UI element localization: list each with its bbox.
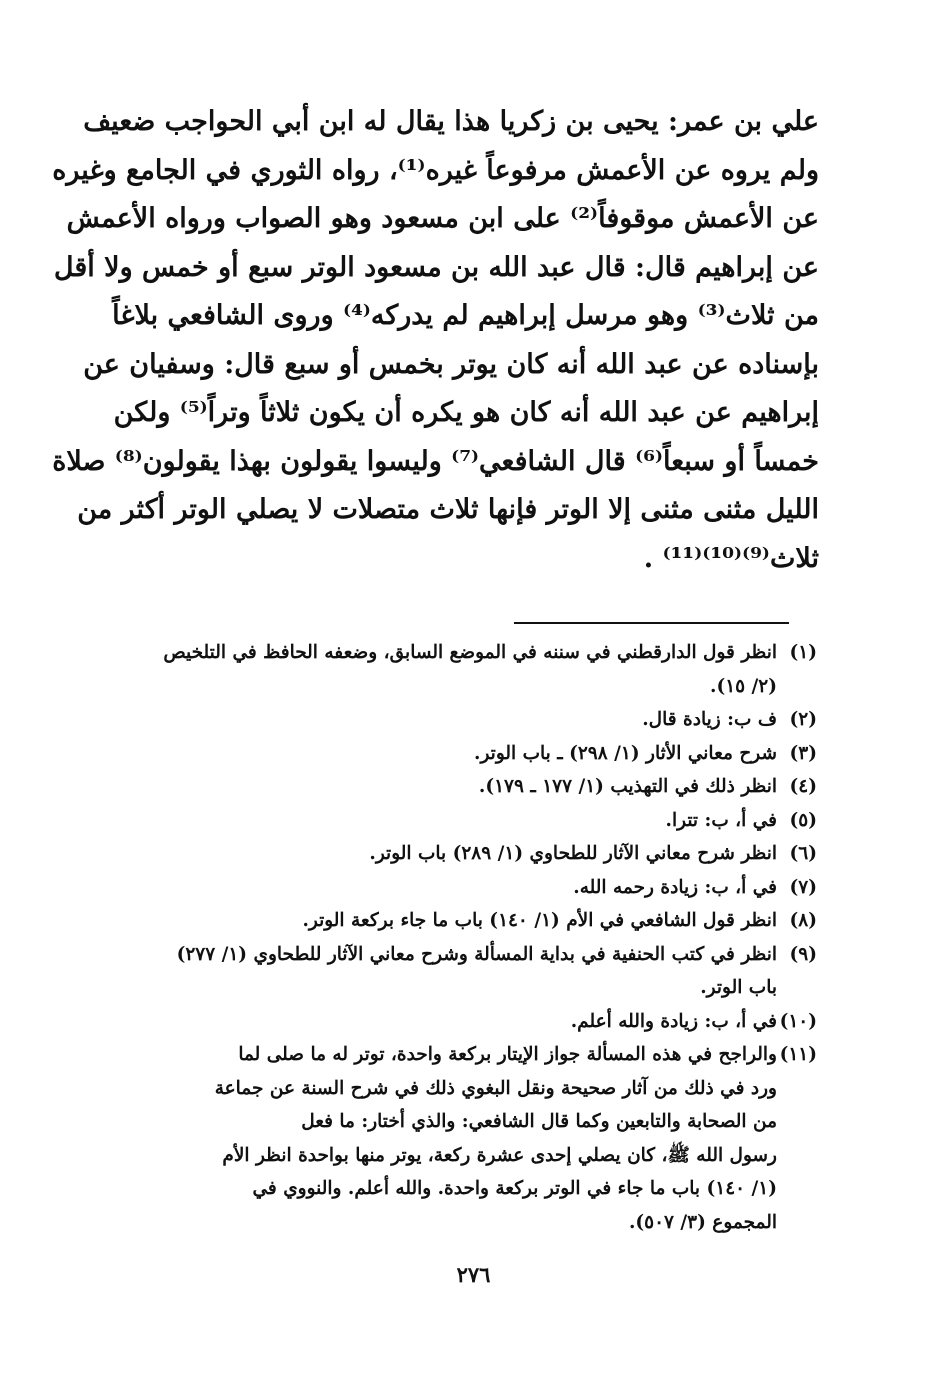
footnote-number: (٩) <box>789 943 817 965</box>
footnote-line: ف ب: زيادة قال. <box>642 709 777 730</box>
footnote-text <box>117 1038 777 1239</box>
footnote-7 <box>117 871 817 905</box>
footnote-text <box>117 837 777 871</box>
main-text-line: عن الأعمش موقوفاً⁽²⁾ على ابن مسعود وهو الصواب ورواه الأعمش <box>66 203 819 234</box>
footnote-line: انظر شرح معاني الآثار للطحاوي (١/ ٢٨٩) باب الوتر. <box>369 843 777 864</box>
footnote-9 <box>117 938 817 1005</box>
footnote-11 <box>117 1038 817 1239</box>
footnote-line: انظر في كتب الحنفية في بداية المسألة وشرح معاني الآثار للطحاوي (١/ ٢٧٧) <box>176 943 777 965</box>
footnote-separator <box>514 622 789 624</box>
main-text-line: ولم يروه عن الأعمش مرفوعاً غيره⁽¹⁾، رواه الثوري في الجامع وغيره <box>52 154 819 186</box>
footnote-4 <box>117 770 817 804</box>
footnote-text <box>117 804 777 838</box>
footnote-number: (١١) <box>779 1044 817 1065</box>
footnote-number: (٣) <box>789 742 817 764</box>
main-text-line: من ثلاث⁽³⁾ وهو مرسل إبراهيم لم يدركه⁽⁴⁾ وروى الشافعي بلاغاً <box>112 300 819 331</box>
page-number: ٢٧٦ <box>456 1262 491 1287</box>
footnote-line: رسول الله ﷺ، كان يصلي إحدى عشرة ركعة، يوتر منها بواحدة انظر الأم <box>222 1144 777 1166</box>
footnote-line: انظر ذلك في التهذيب (١/ ١٧٧ ـ ١٧٩). <box>478 776 777 797</box>
footnote-8 <box>117 904 817 938</box>
footnote-line: في أ، ب: زيادة والله أعلم. <box>570 1010 777 1032</box>
footnote-line: (٢/ ١٥). <box>710 675 777 697</box>
main-text-line: خمساً أو سبعاً⁽⁶⁾ قال الشافعي⁽⁷⁾ وليسوا يقولون بهذا يقولون⁽⁸⁾ صلاة <box>52 445 819 477</box>
footnote-line: شرح معاني الأثار (١/ ٢٩٨) ـ باب الوتر. <box>474 742 777 764</box>
footnote-line: من الصحابة والتابعين وكما قال الشافعي: والذي أختار: ما فعل <box>301 1111 777 1132</box>
footnote-line: (١/ ١٤٠) باب ما جاء في الوتر بركعة واحدة. والله أعلم. والنووي في <box>252 1178 777 1199</box>
footnote-line: ورد في ذلك من آثار صحيحة ونقل البغوي ذلك في شرح السنة عن جماعة <box>214 1077 777 1099</box>
footnote-number: (٢) <box>789 709 817 730</box>
footnote-3 <box>117 737 817 771</box>
main-text-line: بإسناده عن عبد الله أنه كان يوتر بخمس أو سبع قال: وسفيان عن <box>83 348 819 380</box>
footnote-text <box>117 1005 777 1039</box>
footnote-number: (٨) <box>789 910 817 931</box>
footnote-text <box>117 636 777 703</box>
footnote-number: (٤) <box>789 776 817 797</box>
footnote-text <box>117 703 777 737</box>
footnote-line: انظر قول الشافعي في الأم (١/ ١٤٠) باب ما جاء بركعة الوتر. <box>302 910 777 931</box>
footnote-text <box>117 904 777 938</box>
footnote-1 <box>117 636 817 703</box>
footnote-text <box>117 938 777 1005</box>
footnote-10 <box>117 1005 817 1039</box>
main-text-line: عن إبراهيم قال: قال عبد الله بن مسعود الوتر سبع أو خمس ولا أقل <box>53 251 819 283</box>
main-text-line: إبراهيم عن عبد الله أنه كان هو يكره أن يكون ثلاثاً وتراً⁽⁵⁾ ولكن <box>113 397 819 428</box>
footnote-text <box>117 770 777 804</box>
main-text-line: الليل مثنى مثنى إلا الوتر فإنها ثلاث متصلات لا يصلي الوتر أكثر من <box>77 494 819 525</box>
footnote-line: انظر قول الدارقطني في سننه في الموضع السابق، وضعفه الحافظ في التلخيص <box>163 642 777 663</box>
footnote-line: في أ، ب: تترا. <box>665 809 777 831</box>
footnote-6 <box>117 837 817 871</box>
footnote-text <box>117 737 777 771</box>
main-text <box>52 98 819 583</box>
footnote-number: (٧) <box>789 876 817 898</box>
footnote-number: (٥) <box>789 809 817 831</box>
main-text-line: علي بن عمر: يحيى بن زكريا هذا يقال له ابن أبي الحواجب ضعيف <box>83 106 819 137</box>
footnote-line: المجموع (٣/ ٥٠٧). <box>628 1211 777 1233</box>
footnote-text <box>117 871 777 905</box>
footnote-number: (١٠) <box>779 1010 817 1032</box>
footnote-2 <box>117 703 817 737</box>
footnote-line: والراجح في هذه المسألة جواز الإيتار بركعة واحدة، توتر له ما صلى لما <box>238 1044 777 1065</box>
footnote-number: (١) <box>789 642 817 663</box>
main-text-line: ثلاث⁽⁹⁾⁽¹⁰⁾⁽¹¹⁾ . <box>643 542 819 574</box>
footnotes <box>117 636 817 1239</box>
footnote-line: في أ، ب: زيادة رحمه الله. <box>573 876 777 898</box>
footnote-number: (٦) <box>789 843 817 864</box>
footnote-line: باب الوتر. <box>700 977 777 998</box>
footnote-5 <box>117 804 817 838</box>
